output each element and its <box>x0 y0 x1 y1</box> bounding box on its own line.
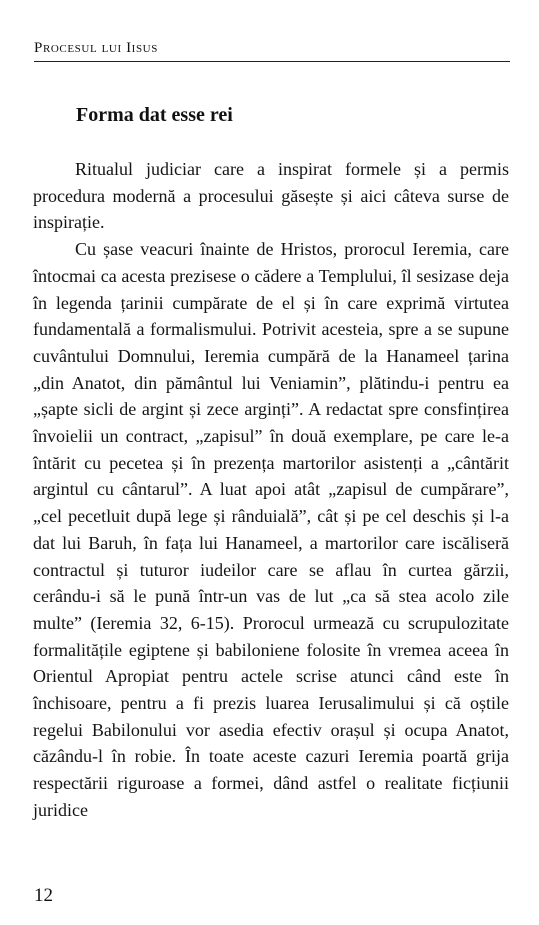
paragraph-2: Cu șase veacuri înainte de Hristos, prorocul Ieremia, care întocmai ca acesta prezisese o cădere a Templului, îl sesizase deja în legenda țarinii cumpărate de el și în care exprimă virtutea fundamentală a formalismului. Potrivit acesteia, spre a se supune cuvântului Domnului, Ieremia cumpără de la Hanameel țarina „din Anatot, din pământul lui Veniamin”, plătindu-i pentru ea „șapte sicli de argint și zece arginți”. A redactat spre consfințirea învoielii un contract, „zapisul” în două exemplare, pe care le-a întărit cu pecetea și în prezența martorilor asistenți a „cântărit argintul cu cântarul”. A luat apoi atât „zapisul de cumpărare”, „cel pecetluit după lege și rânduială”, cât și pe cel deschis și l-a dat lui Baruh, în fața lui Hanameel, a martorilor care iscăliseră contractul și tuturor iudeilor care se aflau în curtea gărzii, cerându-i să le pună într-un vas de lut „ca să stea acolo zile multe” (Ieremia 32, 6-15). Prorocul urmează cu scrupulozitate formalitățile egiptene și babiloniene folosite în vremea aceea în Orientul Apropiat pentru actele scrise atunci când este în închisoare, pentru a fi prezis luarea Ierusalimului și că oștile regelui Babilonului vor asedia efectiv orașul și ocupa Anatot, căzându-l în robie. În toate aceste cazuri Ieremia poartă grija respectării riguroase a formei, dând astfel o realitate ficțiunii juridice <box>33 239 509 820</box>
running-head: Procesul lui Iisus <box>34 40 158 56</box>
section-title: Forma dat esse rei <box>76 104 233 126</box>
page-number: 12 <box>34 885 53 906</box>
header-rule <box>34 61 510 62</box>
body-text <box>33 156 509 824</box>
paragraph-1: Ritualul judiciar care a inspirat formele și a permis procedura modernă a procesului găsește și aici câteva surse de inspirație. <box>33 159 509 233</box>
